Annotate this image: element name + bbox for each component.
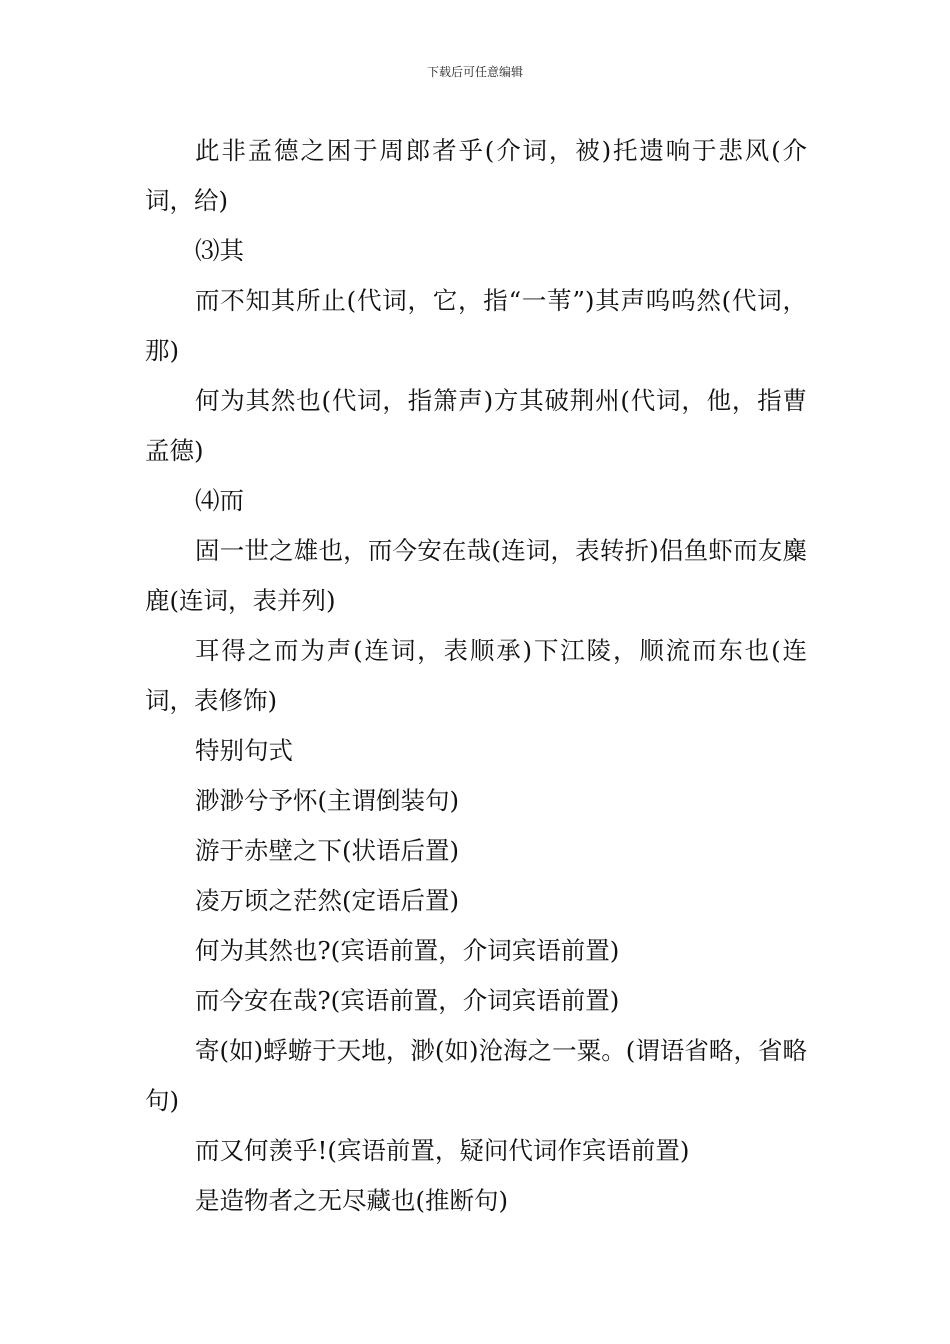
paragraph-8: 特别句式 <box>195 736 293 765</box>
paragraph-15: 而又何羡乎!(宾语前置，疑问代词作宾语前置) <box>195 1136 690 1165</box>
paragraph-9: 渺渺兮予怀(主谓倒装句) <box>195 786 460 815</box>
paragraph-12: 何为其然也?(宾语前置，介词宾语前置) <box>195 936 620 965</box>
paragraph-5: ⑷而 <box>195 486 244 515</box>
paragraph-11: 凌万顷之茫然(定语后置) <box>195 886 460 915</box>
paragraph-14: 寄(如)蜉蝣于天地，渺(如)沧海之一粟。(谓语省略，省略句) <box>145 1036 807 1115</box>
paragraph-10: 游于赤壁之下(状语后置) <box>195 836 460 865</box>
page-header: 下载后可任意编辑 <box>426 65 523 79</box>
paragraph-13: 而今安在哉?(宾语前置，介词宾语前置) <box>195 986 620 1015</box>
paragraph-2: ⑶其 <box>195 236 244 265</box>
document-body <box>145 126 807 1226</box>
paragraph-1: 此非孟德之困于周郎者乎(介词，被)托遗响于悲风(介词，给) <box>145 136 807 215</box>
paragraph-4: 何为其然也(代词，指箫声)方其破荆州(代词，他，指曹孟德) <box>145 386 807 465</box>
paragraph-16: 是造物者之无尽藏也(推断句) <box>195 1186 509 1215</box>
paragraph-6: 固一世之雄也，而今安在哉(连词，表转折)侣鱼虾而友麋鹿(连词，表并列) <box>145 536 807 615</box>
paragraph-3: 而不知其所止(代词，它，指“一苇”)其声呜呜然(代词，那) <box>145 286 807 365</box>
paragraph-7: 耳得之而为声(连词，表顺承)下江陵，顺流而东也(连词，表修饰) <box>145 636 807 715</box>
